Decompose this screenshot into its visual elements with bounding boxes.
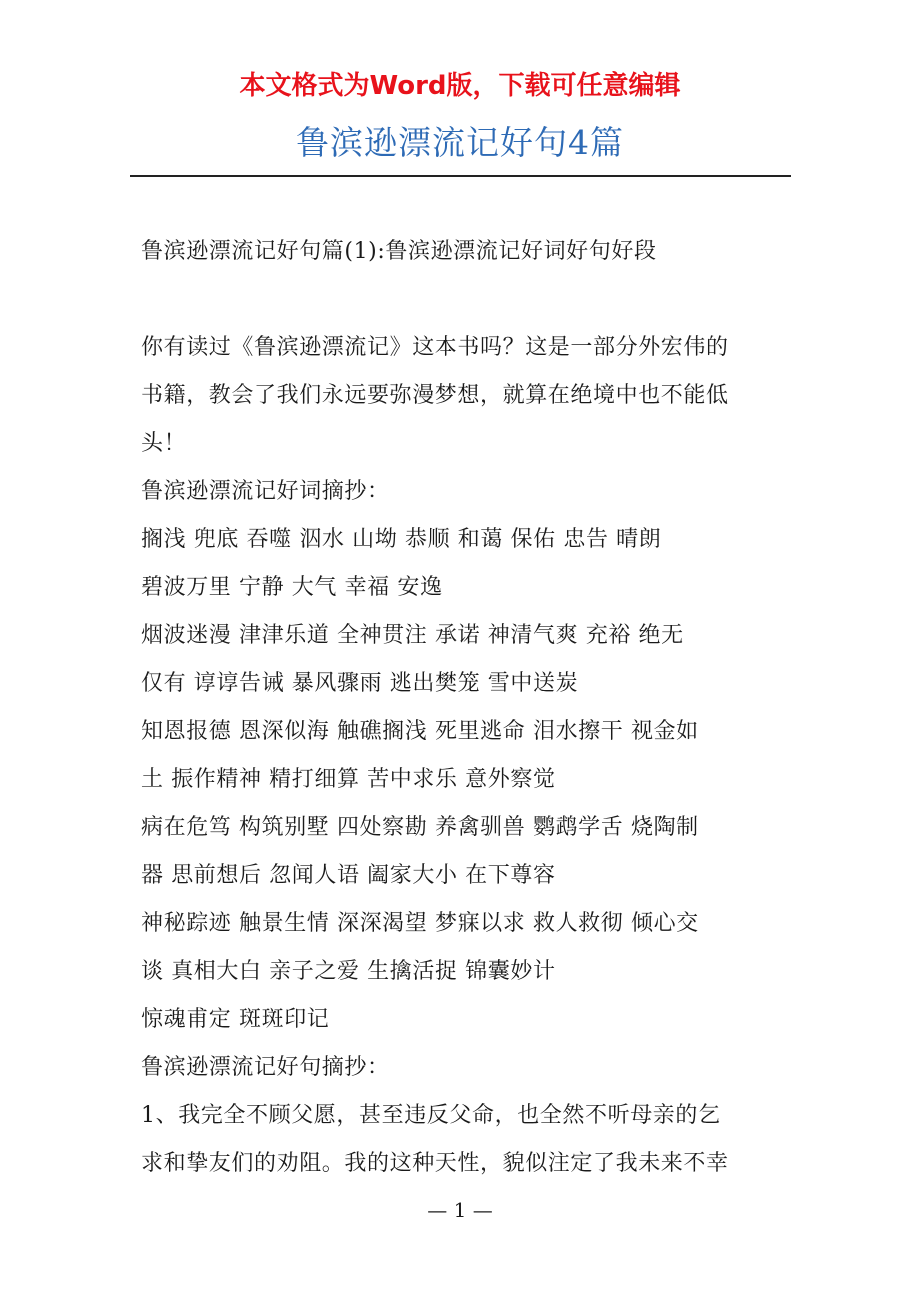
word-line: 搁浅 兜底 吞噬 泅水 山坳 恭顺 和蔼 保佑 忠告 晴朗 — [141, 527, 662, 552]
word-line: 碧波万里 宁静 大气 幸福 安逸 — [141, 575, 443, 600]
word-line: 惊魂甫定 斑斑印记 — [141, 1007, 330, 1032]
intro-line: 你有读过《鲁滨逊漂流记》这本书吗？这是一部分外宏伟的 — [141, 335, 729, 360]
word-line: 谈 真相大白 亲子之爱 生擒活捉 锦囊妙计 — [141, 959, 556, 984]
sentence-line: 1、我完全不顾父愿，甚至违反父命，也全然不听母亲的乞 — [141, 1103, 721, 1128]
format-banner: 本文格式为Word版，下载可任意编辑 — [239, 71, 681, 101]
word-line: 仅有 谆谆告诫 暴风骤雨 逃出樊笼 雪中送炭 — [141, 671, 579, 696]
word-line: 知恩报德 恩深似海 触礁搁浅 死里逃命 泪水擦干 视金如 — [141, 719, 699, 744]
word-line: 烟波迷漫 津津乐道 全神贯注 承诺 神清气爽 充裕 绝无 — [141, 623, 684, 648]
word-line: 病在危笃 构筑别墅 四处察勘 养禽驯兽 鹦鹉学舌 烧陶制 — [141, 815, 699, 840]
intro-line: 书籍，教会了我们永远要弥漫梦想，就算在绝境中也不能低 — [141, 383, 729, 408]
word-line: 器 思前想后 忽闻人语 阖家大小 在下尊容 — [141, 863, 556, 888]
sentences-heading: 鲁滨逊漂流记好句摘抄： — [141, 1055, 390, 1080]
page-number: — 1 — — [427, 1198, 493, 1222]
title-divider — [130, 175, 791, 177]
sentence-line: 求和挚友们的劝阻。我的这种天性，貌似注定了我未来不幸 — [141, 1151, 729, 1176]
document-title: 鲁滨逊漂流记好句4篇 — [296, 123, 624, 162]
intro-line: 头！ — [141, 431, 187, 456]
document-body — [141, 228, 781, 1188]
paragraph-gap — [141, 276, 781, 324]
words-heading: 鲁滨逊漂流记好词摘抄： — [141, 479, 390, 504]
word-line: 神秘踪迹 触景生情 深深渴望 梦寐以求 救人救彻 倾心交 — [141, 911, 699, 936]
word-line: 土 振作精神 精打细算 苦中求乐 意外察觉 — [141, 767, 556, 792]
section-heading: 鲁滨逊漂流记好句篇(1):鲁滨逊漂流记好词好句好段 — [141, 239, 657, 264]
